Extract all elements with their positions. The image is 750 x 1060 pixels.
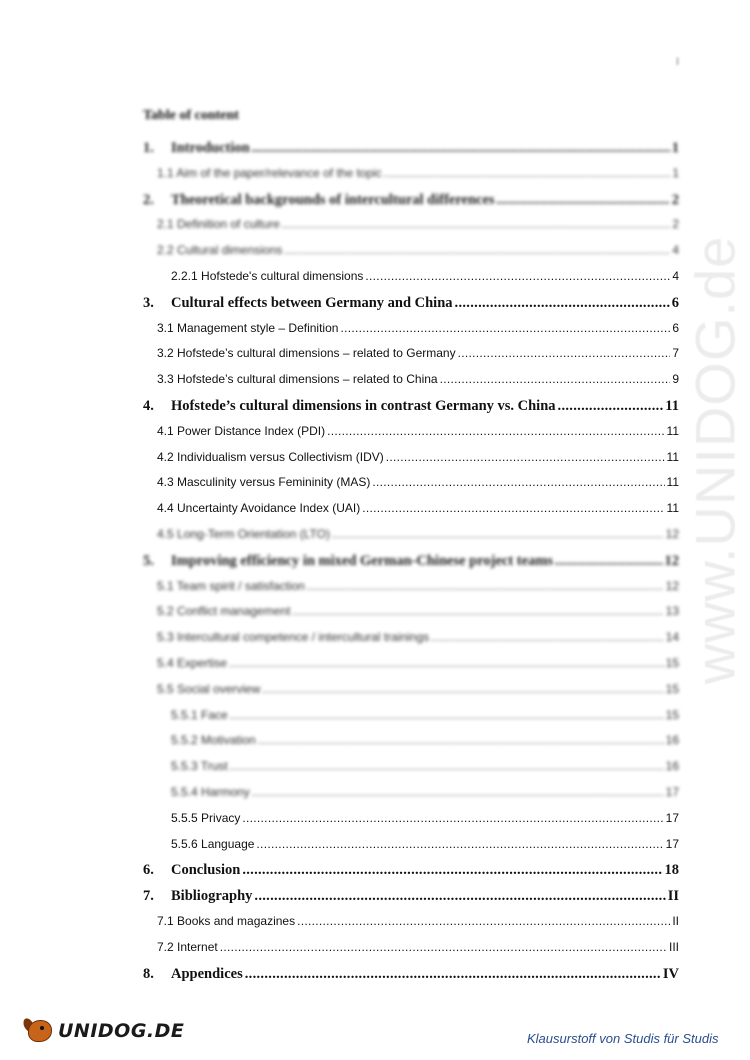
toc-entry[interactable]	[143, 888, 679, 910]
toc-leader-dots	[340, 321, 670, 335]
toc-leader-dots	[497, 192, 670, 209]
toc-entry-number: 1.	[143, 140, 154, 156]
toc-entry-text: 5.5.3 Trust	[171, 759, 228, 774]
toc-entry-page: 12	[665, 578, 679, 593]
watermark: www.UNIDOG.de	[683, 235, 747, 685]
toc-leader-dots	[384, 166, 671, 180]
toc-entry-page: 1	[671, 140, 679, 156]
toc-entry-text: 4.4 Uncertainty Avoidance Index (UAI)	[157, 501, 361, 516]
toc-entry-text: 7.1 Books and magazines	[157, 914, 296, 928]
toc-entry[interactable]	[143, 450, 679, 472]
toc-leader-dots	[292, 604, 663, 618]
toc-leader-dots	[242, 811, 663, 825]
toc-entry[interactable]	[143, 192, 679, 214]
toc-entry-page: 1	[672, 165, 679, 180]
toc-entry-text: 5.5.4 Harmony	[171, 785, 250, 799]
toc-entry-text: 2.1 Definition of culture	[157, 217, 280, 232]
toc-entry-text: Conclusion	[171, 862, 241, 879]
toc-entry-label	[157, 424, 325, 438]
toc-entry-page: IV	[662, 965, 679, 982]
toc-entry-page: 2	[672, 217, 679, 232]
toc-entry-page: II	[667, 888, 679, 905]
toc-entry[interactable]	[143, 682, 679, 704]
toc-entry-page: 6	[671, 294, 679, 311]
toc-title: Table of content	[143, 108, 239, 123]
toc-entry-page: 17	[665, 785, 679, 799]
toc-entry[interactable]	[143, 321, 679, 343]
toc-leader-dots	[254, 888, 665, 905]
toc-leader-dots	[365, 269, 670, 283]
toc-entry[interactable]	[143, 527, 679, 549]
toc-entry[interactable]	[143, 424, 679, 446]
toc-leader-dots	[230, 708, 664, 722]
logo-text: UNIDOG.DE	[58, 1020, 185, 1042]
toc-entry-text: 7.2 Internet	[157, 939, 218, 954]
toc-entry-number: 2.	[143, 191, 154, 208]
toc-entry-label	[157, 630, 429, 644]
toc-entry[interactable]	[143, 501, 679, 523]
toc-entry-text: 5.4 Expertise	[157, 656, 228, 670]
toc-entry-text: 5.5.2 Motivation	[171, 733, 256, 748]
toc-leader-dots	[431, 630, 664, 644]
toc-entry-page: 11	[665, 398, 679, 414]
toc-entry-page: III	[668, 939, 679, 954]
toc-entry-text: 5.5.1 Face	[171, 707, 228, 722]
toc-entry-page: 4	[672, 269, 679, 283]
toc-entry-number: 4.	[143, 398, 154, 414]
toc-entry-text: 1.1 Aim of the paper/relevance of the topic	[157, 165, 382, 180]
toc-entry-page: 16	[665, 733, 679, 748]
toc-leader-dots	[262, 682, 663, 696]
toc-leader-dots	[252, 785, 664, 799]
toc-entry-label	[171, 837, 254, 851]
toc-entry[interactable]	[143, 966, 679, 988]
toc-entry-text: 3.3 Hofstede’s cultural dimensions – related to China	[157, 372, 438, 387]
toc-entry-text: 5.2 Conflict management	[157, 604, 291, 619]
toc-entry-label	[143, 888, 252, 905]
toc-entry-label	[143, 295, 453, 312]
toc-entry-page: 6	[672, 320, 679, 335]
dog-icon	[22, 1016, 56, 1046]
toc-entry[interactable]	[143, 166, 679, 188]
toc-entry-page: 17	[665, 810, 679, 825]
toc-entry-page: 15	[665, 681, 679, 696]
toc-entry-label	[143, 140, 250, 157]
toc-entry[interactable]	[143, 269, 679, 291]
toc-entry-label	[143, 553, 553, 570]
toc-entry-page: II	[672, 914, 679, 928]
toc-leader-dots	[307, 579, 664, 593]
toc-entry-text: 5.3 Intercultural competence / intercultural trainings	[157, 630, 430, 645]
toc-leader-dots	[245, 966, 661, 983]
toc-entry-label	[143, 398, 556, 415]
toc-entry[interactable]	[143, 372, 679, 394]
toc-entry-text: 4.3 Masculinity versus Femininity (MAS)	[157, 475, 371, 490]
toc-entry-text: Cultural effects between Germany and China	[171, 294, 453, 311]
toc-leader-dots	[297, 914, 670, 928]
toc-entry-text: Bibliography	[171, 888, 253, 905]
toc-leader-dots	[558, 398, 664, 415]
toc-entry[interactable]	[143, 785, 679, 807]
toc-entry-label	[157, 527, 330, 541]
toc-entry-label	[171, 733, 256, 747]
toc-entry-page: 9	[672, 372, 679, 387]
toc-entry-label	[157, 501, 360, 515]
toc-leader-dots	[555, 553, 662, 570]
toc-entry[interactable]	[143, 398, 679, 420]
toc-entry-text: 5.5.6 Language	[171, 836, 255, 851]
toc-entry[interactable]	[143, 243, 679, 265]
page-number: I	[676, 56, 680, 68]
toc-entry-text: 5.5.5 Privacy	[171, 810, 241, 825]
toc-entry-page: 15	[665, 656, 679, 670]
toc-entry-label	[171, 269, 363, 283]
toc-entry-text: 2.2.1 Hofstede's cultural dimensions	[171, 269, 364, 283]
toc-entry-label	[157, 682, 260, 696]
toc-entry-label	[171, 811, 240, 825]
toc-entry[interactable]	[143, 759, 679, 781]
toc-leader-dots	[282, 217, 671, 231]
toc-entry-number: 7.	[143, 888, 154, 905]
toc-entry-label	[143, 192, 495, 209]
toc-leader-dots	[332, 527, 664, 541]
toc-entry-text: 4.2 Individualism versus Collectivism (IDV)	[157, 449, 384, 464]
toc-entry-label	[157, 321, 338, 335]
toc-entry[interactable]	[143, 475, 679, 497]
toc-entry-label	[157, 243, 282, 257]
toc-entry-text: 5.1 Team spirit / satisfaction	[157, 578, 305, 593]
toc-entry-text: 4.5 Long-Term Orientation (LTO)	[157, 527, 330, 541]
toc-entry-number: 6.	[143, 862, 154, 879]
toc-leader-dots	[230, 759, 664, 773]
toc-entry-text: Appendices	[171, 965, 243, 982]
toc-entry-label	[157, 217, 280, 231]
toc-entry-label	[157, 166, 382, 180]
toc-leader-dots	[284, 243, 670, 257]
toc-entry[interactable]	[143, 862, 679, 884]
toc-entry-label	[157, 450, 384, 464]
toc-entry[interactable]	[143, 837, 679, 859]
toc-entry[interactable]	[143, 733, 679, 755]
toc-entry[interactable]	[143, 630, 679, 652]
toc-entry[interactable]	[143, 346, 679, 368]
toc-entry[interactable]	[143, 295, 679, 317]
toc-leader-dots	[256, 837, 663, 851]
toc-leader-dots	[458, 346, 671, 360]
toc-entry-text: 3.1 Management style – Definition	[157, 320, 339, 335]
toc-leader-dots	[455, 295, 670, 312]
toc-entry-page: 12	[665, 527, 679, 541]
toc-entry-page: 18	[664, 862, 679, 879]
toc-entry-label	[143, 862, 240, 879]
toc-entry[interactable]	[143, 140, 679, 162]
toc-entry-text: 4.1 Power Distance Index (PDI)	[157, 423, 326, 438]
toc-entry-label	[157, 579, 305, 593]
toc-entry-page: 16	[665, 759, 679, 774]
toc-entry-text: Improving efficiency in mixed German-Chinese project teams	[171, 552, 554, 569]
toc-entry[interactable]	[143, 940, 679, 962]
toc-entry-text: 2.2 Cultural dimensions	[157, 243, 283, 258]
toc-leader-dots	[220, 940, 667, 954]
toc-leader-dots	[386, 450, 665, 464]
toc-entry-page: 15	[665, 707, 679, 722]
toc-entry-number: 8.	[143, 965, 154, 982]
toc-entry[interactable]	[143, 553, 679, 575]
toc-entry-page: 14	[665, 630, 679, 645]
toc-entry-label	[157, 940, 218, 954]
toc-leader-dots	[372, 475, 664, 489]
toc-entry-number: 5.	[143, 552, 154, 569]
toc-leader-dots	[362, 501, 664, 515]
toc-entry-page: 7	[672, 346, 679, 361]
toc-entry-label	[157, 914, 295, 928]
toc-entry-label	[157, 346, 456, 360]
toc-entry-label	[171, 785, 250, 799]
toc-leader-dots	[258, 733, 664, 747]
toc-entry-page: 11	[666, 501, 679, 516]
toc-entry-label	[157, 475, 370, 489]
toc-entry-text: Hofstede’s cultural dimensions in contrast Germany vs. China	[171, 398, 556, 414]
toc-leader-dots	[252, 140, 670, 157]
toc-leader-dots	[242, 862, 662, 879]
toc-entry[interactable]	[143, 217, 679, 239]
toc-entry-page: 4	[672, 243, 679, 258]
toc-entry[interactable]	[143, 708, 679, 730]
toc-entry-label	[157, 604, 290, 618]
toc-entry-page: 2	[671, 191, 679, 208]
toc-entry-page: 12	[664, 552, 679, 569]
unidog-logo[interactable]	[22, 1016, 184, 1046]
toc-entry-page: 11	[666, 449, 679, 464]
toc-entry-label	[157, 656, 227, 670]
toc-entry-text: Theoretical backgrounds of intercultural differences	[171, 191, 495, 208]
toc-leader-dots	[229, 656, 664, 670]
toc-entry[interactable]	[143, 811, 679, 833]
toc-entry-label	[143, 966, 243, 983]
toc-entry[interactable]	[143, 914, 679, 936]
toc-entry-page: 11	[666, 423, 679, 438]
footer-slogan: Klausurstoff von Studis für Studis	[527, 1031, 719, 1046]
toc-entry-text: 3.2 Hofstede’s cultural dimensions – related to Germany	[157, 346, 456, 361]
toc-entry-page: 17	[665, 836, 679, 851]
toc-entry[interactable]	[143, 656, 679, 678]
toc-entry[interactable]	[143, 604, 679, 626]
toc-leader-dots	[327, 424, 664, 438]
toc-entry[interactable]	[143, 579, 679, 601]
toc-entry-label	[171, 708, 228, 722]
toc-entry-text: 5.5 Social overview	[157, 681, 261, 696]
toc-leader-dots	[440, 372, 671, 386]
toc-entry-page: 13	[665, 604, 679, 619]
toc-entry-label	[171, 759, 228, 773]
toc-entry-number: 3.	[143, 294, 154, 311]
toc-entry-page: 11	[666, 475, 679, 490]
toc-entry-label	[157, 372, 438, 386]
toc-entry-text: Introduction	[171, 140, 250, 156]
